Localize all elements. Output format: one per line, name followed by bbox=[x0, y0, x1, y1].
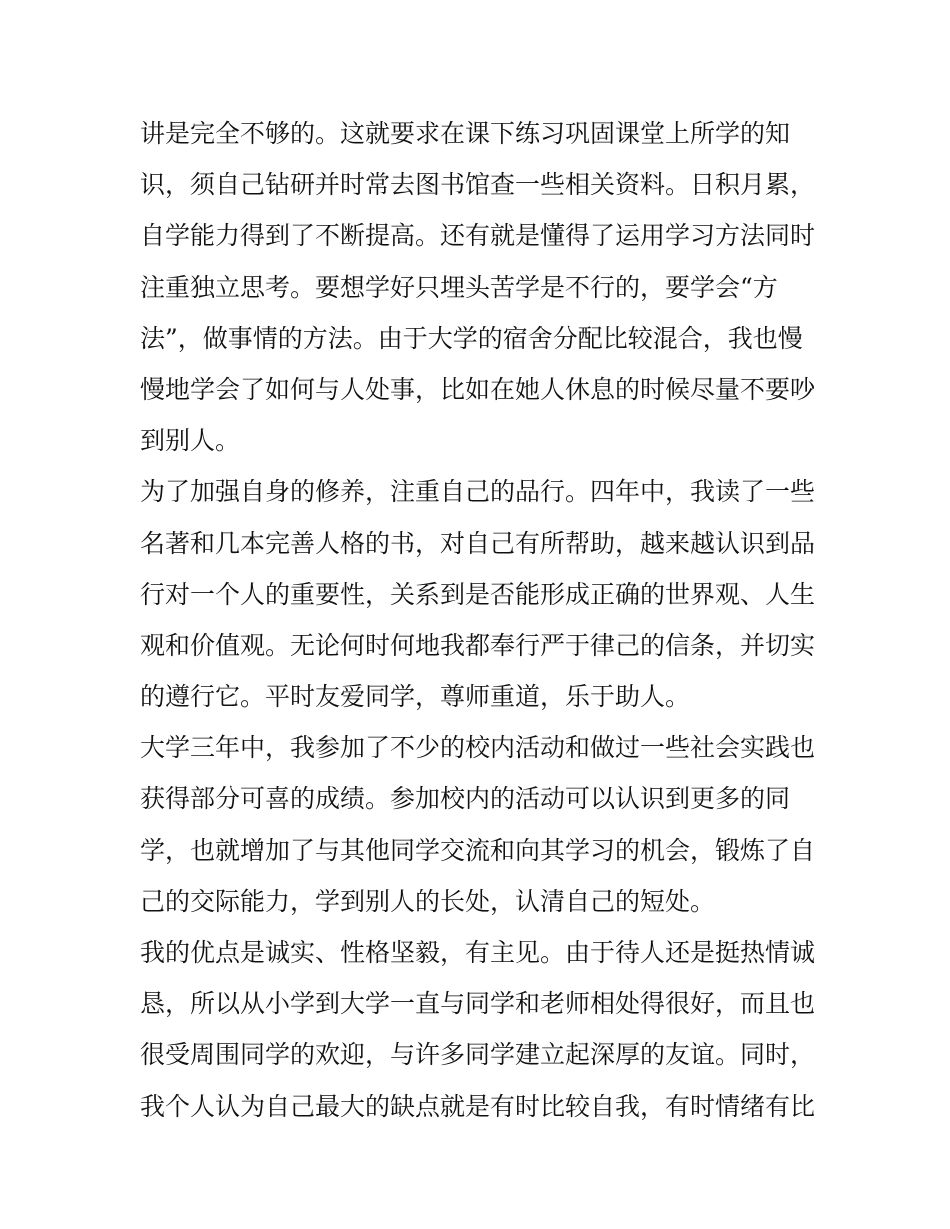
text-line: 很受周围同学的欢迎，与许多同学建立起深厚的友谊。同时， bbox=[140, 1040, 816, 1070]
text-line: 观和价值观。无论何时何地我都奉行严于律己的信条，并切实 bbox=[140, 630, 816, 660]
text-line: 慢地学会了如何与人处事，比如在她人休息的时候尽量不要吵 bbox=[140, 374, 816, 404]
text-line: 为了加强自身的修养，注重自己的品行。四年中，我读了一些 bbox=[140, 477, 816, 507]
text-line: 到别人。 bbox=[140, 426, 241, 456]
text-line: 的遵行它。平时友爱同学，尊师重道，乐于助人。 bbox=[140, 682, 691, 712]
text-line: 大学三年中，我参加了不少的校内活动和做过一些社会实践也 bbox=[140, 733, 816, 763]
text-line: 获得部分可喜的成绩。参加校内的活动可以认识到更多的同 bbox=[140, 784, 791, 814]
text-line: 讲是完全不够的。这就要求在课下练习巩固课堂上所学的知 bbox=[140, 119, 791, 148]
text-line: 行对一个人的重要性，关系到是否能形成正确的世界观、人生 bbox=[140, 579, 816, 609]
document-body bbox=[140, 108, 820, 1132]
text-line: 恳，所以从小学到大学一直与同学和老师相处得很好，而且也 bbox=[140, 989, 816, 1019]
text-line: 自学能力得到了不断提高。还有就是懂得了运用学习方法同时 bbox=[140, 221, 816, 251]
text-line: 注重独立思考。要想学好只埋头苦学是不行的，要学会“方 bbox=[140, 272, 778, 302]
text-line: 我的优点是诚实、性格坚毅，有主见。由于待人还是挺热情诚 bbox=[140, 938, 816, 967]
text-line: 我个人认为自己最大的缺点就是有时比较自我，有时情绪有比 bbox=[140, 1091, 816, 1121]
text-line: 识，须自己钻研并时常去图书馆查一些相关资料。日积月累， bbox=[140, 170, 816, 200]
text-line: 法”，做事情的方法。由于大学的宿舍分配比较混合，我也慢 bbox=[140, 323, 803, 353]
text-line: 学，也就增加了与其他同学交流和向其学习的机会，锻炼了自 bbox=[140, 835, 816, 865]
text-line: 名著和几本完善人格的书，对自己有所帮助，越来越认识到品 bbox=[140, 528, 816, 558]
text-line: 己的交际能力，学到别人的长处，认清自己的短处。 bbox=[140, 886, 716, 916]
